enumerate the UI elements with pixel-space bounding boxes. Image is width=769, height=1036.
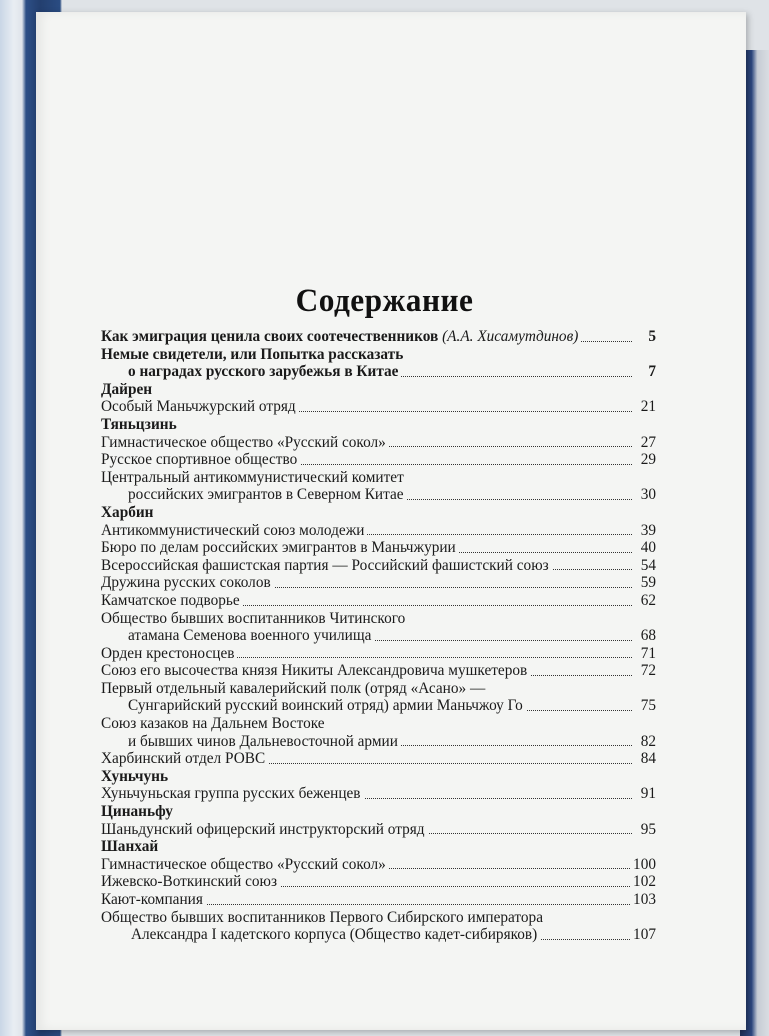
toc-entry: Дружина русских соколов 59 [101,574,656,592]
toc-entry-author: (А.А. Хисамутдинов) [442,328,579,345]
toc-entry-cont: и бывших чинов Дальневосточной армии 82 [101,733,656,751]
toc-page-number: 75 [638,697,656,715]
toc-page-number: 29 [638,451,656,469]
toc-entry: Харбинский отдел РОВС 84 [101,750,656,768]
toc-section-tianjin: Тяньцзинь [101,416,656,434]
toc-page-number: 103 [630,891,656,909]
table-of-contents [101,328,656,944]
toc-page-number: 72 [638,662,656,680]
toc-page-number: 68 [638,627,656,645]
toc-page-number: 84 [638,750,656,768]
toc-entry: Кают-компания 103 [101,891,656,908]
toc-entry: Бюро по делам российских эмигрантов в Маньчжурии 40 [101,539,656,557]
toc-page-number: 107 [630,926,656,944]
toc-page-number: 27 [638,434,656,452]
toc-entry: Ижевско-Воткинский союз 102 [101,873,656,891]
toc-entry: Гимнастическое общество «Русский сокол» 27 [101,433,656,451]
toc-entry: Орден крестоносцев 71 [101,644,656,662]
toc-entry: Центральный антикоммунистический комитет [101,469,656,487]
toc-entry: Первый отдельный кавалерийский полк (отряд «Асано» — [101,680,656,698]
toc-entry: Общество бывших воспитанников Читинского [101,610,656,628]
toc-section-dairen: Дайрен [101,381,656,399]
toc-entry: Антикоммунистический союз молодежи 39 [101,521,656,539]
toc-section-harbin: Харбин [101,504,656,522]
toc-page-number: 40 [638,539,656,557]
toc-page-number: 39 [638,522,656,540]
toc-page-number: 82 [638,733,656,751]
toc-section-shanghai: Шанхай [101,838,656,856]
toc-page-number: 5 [645,328,656,346]
toc-entry-cont: Сунгарийский русский воинский отряд) армии Маньчжоу Го 75 [101,697,656,715]
toc-page-number: 71 [638,645,656,663]
toc-entry: Союз его высочества князя Никиты Александровича мушкетеров 72 [101,662,656,680]
toc-entry: Шаньдунский офицерский инструкторский отряд 95 [101,820,656,838]
toc-page-number: 21 [638,398,656,416]
toc-entry: Всероссийская фашистская партия — Российский фашистский союз 54 [101,556,656,574]
toc-section-jinan: Цинаньфу [101,803,656,821]
toc-entry-silent-witnesses-cont: о наградах русского зарубежья в Китае 7 [101,363,656,381]
toc-entry-cont: Александра I кадетского корпуса (Общество кадет-сибиряков) 107 [101,926,656,944]
toc-page-number: 100 [630,856,656,874]
toc-page-number: 59 [638,574,656,592]
toc-page-number: 91 [638,785,656,803]
toc-entry: Камчатское подворье 62 [101,591,656,609]
toc-entry-cont: атамана Семенова военного училища 68 [101,627,656,645]
toc-entry-cont: российских эмигрантов в Северном Китае 30 [101,486,656,504]
toc-entry: Союз казаков на Дальнем Востоке [101,715,656,733]
toc-entry-silent-witnesses: Немые свидетели, или Попытка рассказать [101,346,656,364]
toc-page-number: 7 [645,363,656,381]
toc-page-number: 54 [638,557,656,575]
toc-page-number: 30 [638,486,656,504]
toc-page-number: 62 [638,592,656,610]
toc-entry: Хуньчуньская группа русских беженцев 91 [101,785,656,803]
page-title: Содержание [295,283,474,319]
toc-entry: Общество бывших воспитанников Первого Сибирского императора [101,909,656,927]
toc-page-number: 102 [630,873,656,891]
toc-entry-emigration: Как эмиграция ценила своих соотечественников (А.А. Хисамутдинов) 5 [101,328,656,345]
toc-entry: Русское спортивное общество 29 [101,451,656,469]
toc-entry: Особый Маньчжурский отряд 21 [101,398,656,416]
toc-entry: Гимнастическое общество «Русский сокол» 100 [101,855,656,873]
toc-page-number: 95 [638,821,656,839]
toc-section-hunchun: Хуньчунь [101,768,656,786]
